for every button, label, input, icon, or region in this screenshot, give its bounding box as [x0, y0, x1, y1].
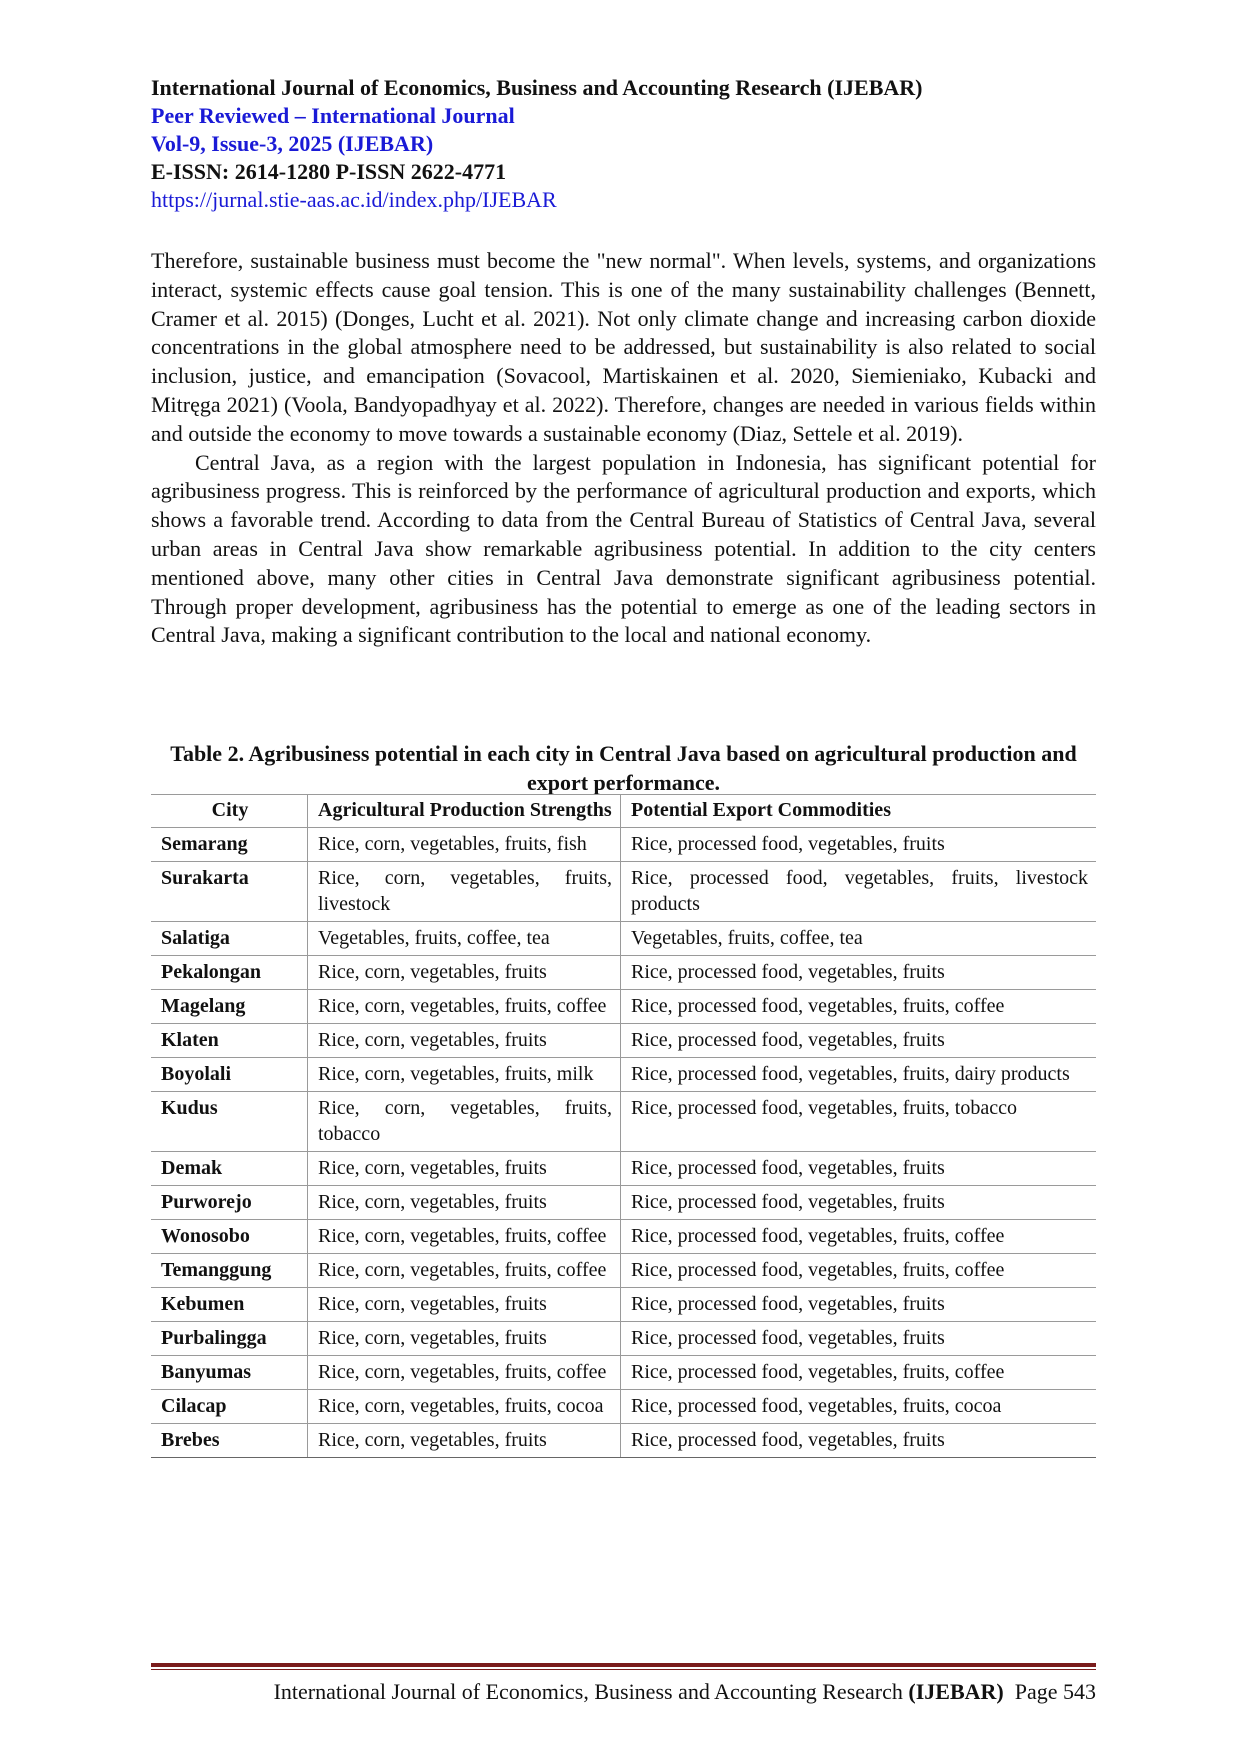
footer-abbr: (IJEBAR) [908, 1679, 1004, 1704]
cell-city: Brebes [151, 1424, 308, 1458]
cell-city: Semarang [151, 828, 308, 862]
cell-export: Rice, processed food, vegetables, fruits [621, 1024, 1097, 1058]
cell-city: Temanggung [151, 1254, 308, 1288]
paragraph-2: Central Java, as a region with the largest population in Indonesia, has significant potential for agribusiness progress. This is reinforced by the performance of agricultural production and exports, which shows a favorable trend. According to data from the Central Bureau of Statistics of Central Java, several urban areas in Central Java show remarkable agribusiness potential. In addition to the city centers mentioned above, many other cities in Central Java demonstrate significant agribusiness potential. Through proper development, agribusiness has the potential to emerge as one of the leading sectors in Central Java, making a significant contribution to the local and national economy. [151, 449, 1096, 648]
cell-export: Rice, processed food, vegetables, fruits, dairy products [621, 1058, 1097, 1092]
journal-url-link[interactable]: https://jurnal.stie-aas.ac.id/index.php/IJEBAR [151, 187, 557, 212]
issn-line: E-ISSN: 2614-1280 P-ISSN 2622-4771 [151, 159, 507, 184]
table-row [151, 1152, 1096, 1186]
cell-export: Rice, processed food, vegetables, fruits [621, 956, 1097, 990]
cell-city: Cilacap [151, 1390, 308, 1424]
footer-journal: International Journal of Economics, Business and Accounting Research [273, 1679, 909, 1704]
table-row [151, 1024, 1096, 1058]
cell-production: Rice, corn, vegetables, fruits [308, 1424, 621, 1458]
table-caption: Table 2. Agribusiness potential in each city in Central Java based on agricultural production and export performance. [170, 741, 1077, 795]
cell-export: Rice, processed food, vegetables, fruits [621, 1152, 1097, 1186]
volume-issue: Vol-9, Issue-3, 2025 (IJEBAR) [151, 131, 434, 156]
cell-city: Pekalongan [151, 956, 308, 990]
cell-production: Rice, corn, vegetables, fruits [308, 1152, 621, 1186]
table-header-row [151, 795, 1096, 828]
cell-production: Rice, corn, vegetables, fruits [308, 956, 621, 990]
table-row [151, 1390, 1096, 1424]
cell-export: Rice, processed food, vegetables, fruits, livestock products [621, 862, 1097, 922]
cell-production: Rice, corn, vegetables, fruits, livestock [308, 862, 621, 922]
table-row [151, 1220, 1096, 1254]
page-footer [151, 1678, 1096, 1706]
journal-title: International Journal of Economics, Business and Accounting Research (IJEBAR) [151, 75, 923, 100]
table-row [151, 1356, 1096, 1390]
cell-city: Purbalingga [151, 1322, 308, 1356]
cell-export: Rice, processed food, vegetables, fruits [621, 1186, 1097, 1220]
cell-production: Rice, corn, vegetables, fruits, cocoa [308, 1390, 621, 1424]
body-text [151, 247, 1096, 650]
table-row [151, 828, 1096, 862]
paragraph-1: Therefore, sustainable business must become the "new normal". When levels, systems, and organizations interact, systemic effects cause goal tension. This is one of the many sustainability challenges (Bennett, Cramer et al. 2015) (Donges, Lucht et al. 2021). Not only climate change and increasing carbon dioxide concentrations in the global atmosphere need to be addressed, but sustainability is also related to social inclusion, justice, and emancipation (Sovacool, Martiskainen et al. 2020, Siemieniako, Kubacki and Mitręga 2021) (Voola, Bandyopadhyay et al. 2022). Therefore, changes are needed in various fields within and outside the economy to move towards a sustainable economy (Diaz, Settele et al. 2019). [151, 248, 1096, 446]
cell-production: Rice, corn, vegetables, fruits [308, 1024, 621, 1058]
table-row [151, 956, 1096, 990]
table-row [151, 1254, 1096, 1288]
agribusiness-table [151, 794, 1096, 1458]
cell-city: Kudus [151, 1092, 308, 1152]
cell-export: Vegetables, fruits, coffee, tea [621, 922, 1097, 956]
cell-production: Rice, corn, vegetables, fruits, tobacco [308, 1092, 621, 1152]
cell-production: Rice, corn, vegetables, fruits, milk [308, 1058, 621, 1092]
cell-city: Salatiga [151, 922, 308, 956]
cell-export: Rice, processed food, vegetables, fruits, cocoa [621, 1390, 1097, 1424]
table-row [151, 1288, 1096, 1322]
cell-production: Vegetables, fruits, coffee, tea [308, 922, 621, 956]
header-production: Agricultural Production Strengths [308, 795, 621, 828]
cell-production: Rice, corn, vegetables, fruits [308, 1288, 621, 1322]
peer-reviewed-label: Peer Reviewed – International Journal [151, 103, 515, 128]
cell-export: Rice, processed food, vegetables, fruits [621, 1424, 1097, 1458]
table-row [151, 1092, 1096, 1152]
table-row [151, 1058, 1096, 1092]
cell-city: Wonosobo [151, 1220, 308, 1254]
table-row [151, 862, 1096, 922]
cell-city: Surakarta [151, 862, 308, 922]
cell-export: Rice, processed food, vegetables, fruits [621, 1322, 1097, 1356]
cell-city: Purworejo [151, 1186, 308, 1220]
table-row [151, 922, 1096, 956]
cell-city: Klaten [151, 1024, 308, 1058]
cell-production: Rice, corn, vegetables, fruits [308, 1186, 621, 1220]
header-export: Potential Export Commodities [621, 795, 1097, 828]
cell-city: Boyolali [151, 1058, 308, 1092]
table-row [151, 1424, 1096, 1458]
cell-production: Rice, corn, vegetables, fruits, coffee [308, 990, 621, 1024]
header-city: City [151, 795, 308, 828]
table-row [151, 990, 1096, 1024]
cell-city: Kebumen [151, 1288, 308, 1322]
cell-production: Rice, corn, vegetables, fruits, fish [308, 828, 621, 862]
table-row [151, 1322, 1096, 1356]
cell-city: Demak [151, 1152, 308, 1186]
journal-header [151, 74, 1091, 214]
cell-city: Magelang [151, 990, 308, 1024]
cell-production: Rice, corn, vegetables, fruits, coffee [308, 1220, 621, 1254]
cell-export: Rice, processed food, vegetables, fruits, coffee [621, 1356, 1097, 1390]
table-row [151, 1186, 1096, 1220]
cell-export: Rice, processed food, vegetables, fruits, coffee [621, 1220, 1097, 1254]
cell-export: Rice, processed food, vegetables, fruits, coffee [621, 1254, 1097, 1288]
footer-rule [151, 1663, 1096, 1667]
cell-export: Rice, processed food, vegetables, fruits [621, 1288, 1097, 1322]
cell-export: Rice, processed food, vegetables, fruits, tobacco [621, 1092, 1097, 1152]
cell-production: Rice, corn, vegetables, fruits [308, 1322, 621, 1356]
cell-export: Rice, processed food, vegetables, fruits [621, 828, 1097, 862]
cell-city: Banyumas [151, 1356, 308, 1390]
cell-production: Rice, corn, vegetables, fruits, coffee [308, 1254, 621, 1288]
cell-production: Rice, corn, vegetables, fruits, coffee [308, 1356, 621, 1390]
cell-export: Rice, processed food, vegetables, fruits, coffee [621, 990, 1097, 1024]
page-number: Page 543 [1014, 1679, 1096, 1704]
footer-rule-thin [151, 1669, 1096, 1670]
